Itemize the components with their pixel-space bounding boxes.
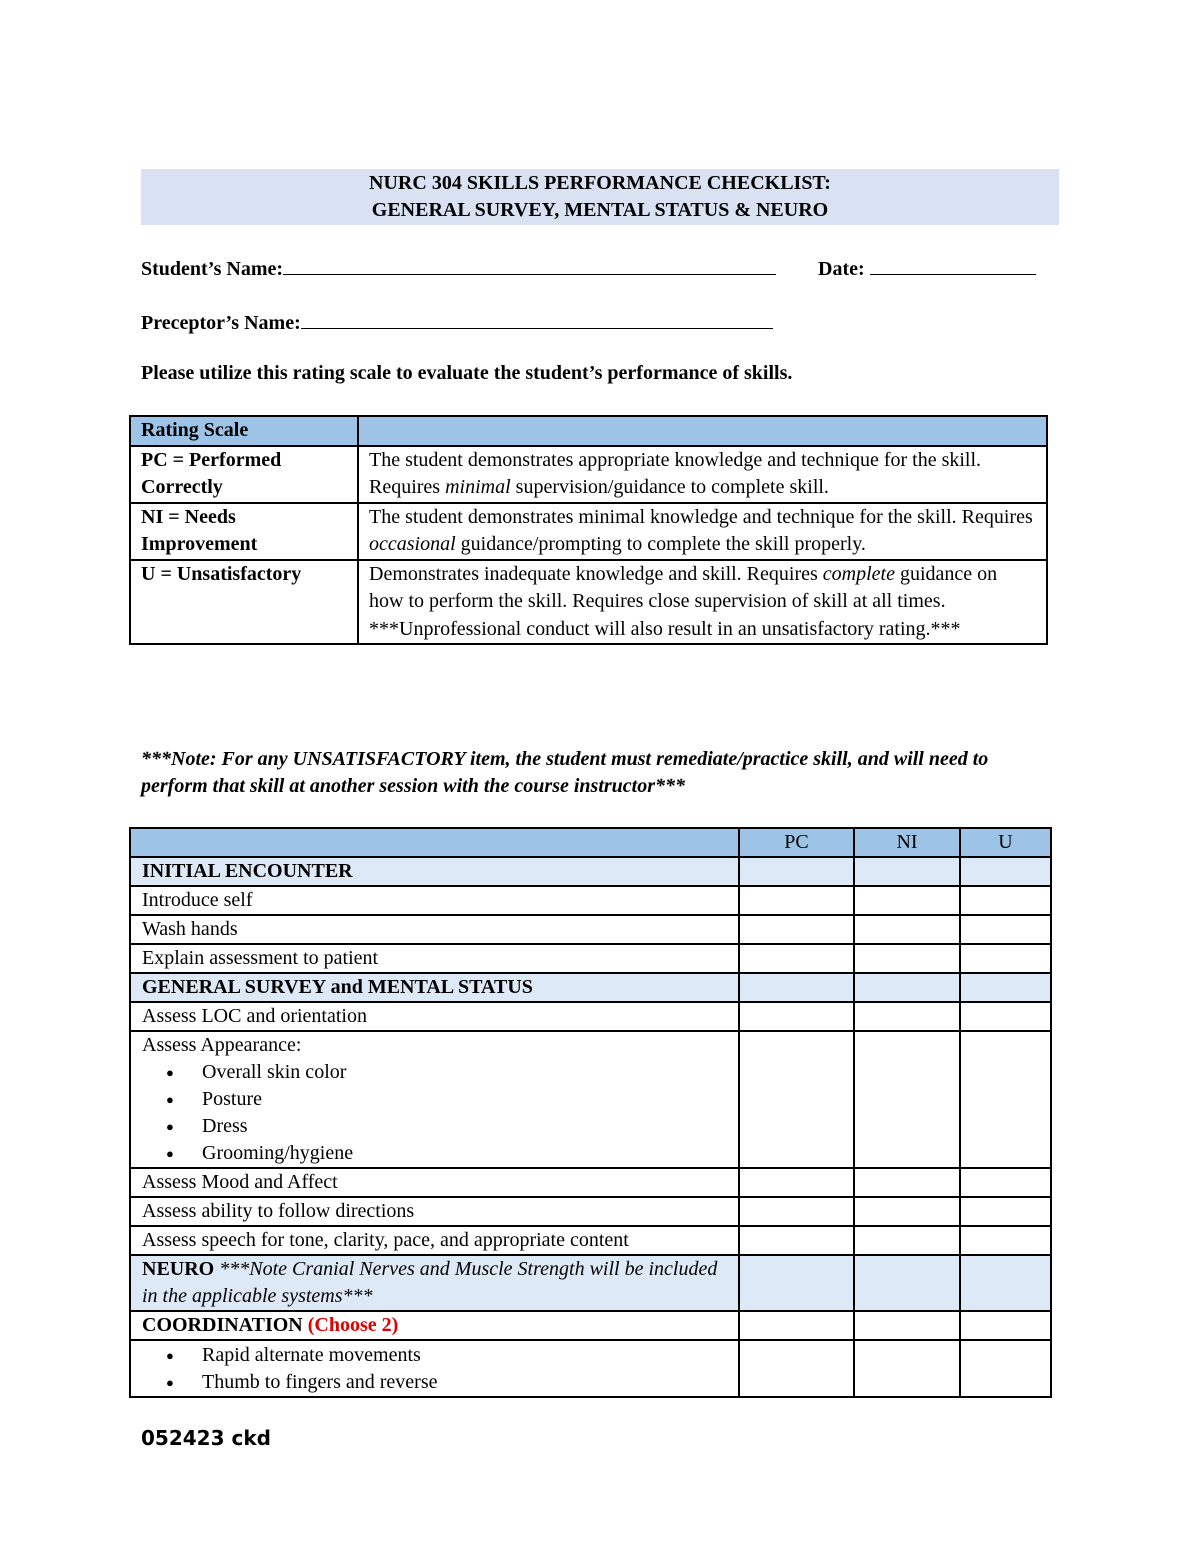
u-cell[interactable] [960, 1340, 1051, 1397]
date-blank[interactable] [870, 254, 1036, 275]
ni-cell[interactable] [854, 1031, 960, 1168]
rating-scale-header-row [130, 416, 1047, 446]
pc-cell[interactable] [739, 886, 854, 915]
rating-label-pc: PC = Performed Correctly [130, 446, 358, 503]
checklist-row [130, 1168, 1051, 1197]
checklist-row [130, 1226, 1051, 1255]
section-row-coordination [130, 1311, 1051, 1340]
rating-row-pc [130, 446, 1047, 503]
coordination-options [130, 1340, 739, 1397]
pc-cell[interactable] [739, 1197, 854, 1226]
unprofessional-conduct-note: ***Unprofessional conduct will also result in an unsatisfactory rating.*** [369, 617, 961, 640]
ni-cell[interactable] [854, 1168, 960, 1197]
rating-label-ni: NI = Needs Improvement [130, 503, 358, 560]
u-cell[interactable] [960, 944, 1051, 973]
u-cell [960, 1311, 1051, 1340]
rating-scale-header-blank [358, 416, 1047, 446]
section-heading-initial-encounter: INITIAL ENCOUNTER [130, 857, 739, 886]
u-cell[interactable] [960, 1197, 1051, 1226]
skill-assess-appearance [130, 1031, 739, 1168]
column-u: U [960, 828, 1051, 857]
pc-cell [739, 1311, 854, 1340]
title-line-1: NURC 304 SKILLS PERFORMANCE CHECKLIST: [369, 172, 831, 194]
pc-cell[interactable] [739, 1226, 854, 1255]
pc-cell [739, 857, 854, 886]
pc-cell[interactable] [739, 1002, 854, 1031]
list-item: ● Grooming/hygiene [202, 1140, 727, 1167]
unsatisfactory-note: ***Note: For any UNSATISFACTORY item, the student must remediate/practice skill, and will need to perform that skill at another session with the course instructor*** [141, 748, 989, 797]
checklist-row [130, 915, 1051, 944]
skill-wash-hands: Wash hands [130, 915, 739, 944]
pc-cell [739, 1255, 854, 1311]
coordination-list [142, 1342, 727, 1396]
section-row-neuro [130, 1255, 1051, 1311]
rating-desc-ni: The student demonstrates minimal knowledge and technique for the skill. Requires occasional guidance/prompting to complete the skill properly. [358, 503, 1047, 560]
rating-row-ni [130, 503, 1047, 560]
ni-cell[interactable] [854, 886, 960, 915]
student-name-label: Student’s Name [141, 258, 277, 280]
title-line-2: GENERAL SURVEY, MENTAL STATUS & NEURO [371, 199, 829, 221]
pc-cell[interactable] [739, 1031, 854, 1168]
ni-cell [854, 857, 960, 886]
ni-cell[interactable] [854, 1340, 960, 1397]
skill-assess-speech: Assess speech for tone, clarity, pace, and appropriate content [130, 1226, 739, 1255]
rating-desc-pc: The student demonstrates appropriate knowledge and technique for the skill. Requires minimal supervision/guidance to complete skill. [358, 446, 1047, 503]
u-cell [960, 1255, 1051, 1311]
student-name-field[interactable]: Student’s Name: [141, 254, 776, 281]
choose-2-note: (Choose 2) [307, 1314, 399, 1336]
skill-follow-directions: Assess ability to follow directions [130, 1197, 739, 1226]
date-label: Date: [818, 258, 865, 280]
section-heading-coordination: COORDINATION (Choose 2) [130, 1311, 739, 1340]
ni-cell[interactable] [854, 915, 960, 944]
appearance-label: Assess Appearance: [142, 1034, 302, 1056]
rating-desc-u: Demonstrates inadequate knowledge and skill. Requires complete guidance on how to perform the skill. Requires close supervision of skill at all times. ***Unprofessional conduct will also result in an unsatisfactory rating.*** [358, 560, 1047, 645]
pc-cell [739, 973, 854, 1002]
checklist-row [130, 886, 1051, 915]
date-field[interactable] [818, 254, 1036, 281]
pc-cell[interactable] [739, 944, 854, 973]
u-cell[interactable] [960, 1226, 1051, 1255]
footer-code: 052423 ckd [141, 1426, 271, 1450]
checklist-header-row [130, 828, 1051, 857]
checklist-row [130, 1002, 1051, 1031]
skill-assess-loc: Assess LOC and orientation [130, 1002, 739, 1031]
u-cell [960, 973, 1051, 1002]
rating-row-u [130, 560, 1047, 645]
pc-cell[interactable] [739, 1340, 854, 1397]
skill-assess-mood: Assess Mood and Affect [130, 1168, 739, 1197]
u-cell[interactable] [960, 1031, 1051, 1168]
skills-checklist-table [129, 827, 1052, 1398]
section-heading-general-survey: GENERAL SURVEY and MENTAL STATUS [130, 973, 739, 1002]
u-cell [960, 857, 1051, 886]
u-cell[interactable] [960, 915, 1051, 944]
preceptor-name-label: Preceptor’s Name [141, 312, 295, 334]
checklist-row [130, 944, 1051, 973]
list-item: ● Dress [202, 1113, 727, 1140]
preceptor-name-field[interactable]: Preceptor’s Name: [141, 308, 773, 335]
rating-scale-table [129, 415, 1048, 645]
checklist-row [130, 1031, 1051, 1168]
ni-cell[interactable] [854, 1002, 960, 1031]
checklist-row [130, 1340, 1051, 1397]
appearance-list [142, 1059, 727, 1167]
ni-cell[interactable] [854, 1197, 960, 1226]
pc-cell[interactable] [739, 915, 854, 944]
section-row-initial-encounter [130, 857, 1051, 886]
ni-cell [854, 1311, 960, 1340]
ni-cell [854, 973, 960, 1002]
student-name-blank[interactable] [283, 254, 776, 275]
list-item: ● Thumb to fingers and reverse [202, 1369, 727, 1396]
ni-cell[interactable] [854, 1226, 960, 1255]
section-heading-neuro: NEURO ***Note Cranial Nerves and Muscle Strength will be included in the applicable systems*** [130, 1255, 739, 1311]
section-row-general-survey [130, 973, 1051, 1002]
rating-label-u: U = Unsatisfactory [130, 560, 358, 645]
preceptor-name-blank[interactable] [301, 308, 773, 329]
skill-introduce-self: Introduce self [130, 886, 739, 915]
list-item: ● Posture [202, 1086, 727, 1113]
checklist-row [130, 1197, 1051, 1226]
list-item: ● Rapid alternate movements [202, 1342, 727, 1369]
ni-cell[interactable] [854, 944, 960, 973]
u-cell[interactable] [960, 886, 1051, 915]
u-cell[interactable] [960, 1168, 1051, 1197]
instruction-text: Please utilize this rating scale to evaluate the student’s performance of skills. [141, 362, 793, 384]
u-cell[interactable] [960, 1002, 1051, 1031]
ni-cell [854, 1255, 960, 1311]
title-banner [141, 169, 1059, 225]
skill-explain-assessment: Explain assessment to patient [130, 944, 739, 973]
list-item: ● Overall skin color [202, 1059, 727, 1086]
pc-cell[interactable] [739, 1168, 854, 1197]
column-pc: PC [739, 828, 854, 857]
column-ni: NI [854, 828, 960, 857]
checklist-header-blank [130, 828, 739, 857]
rating-scale-header: Rating Scale [130, 416, 358, 446]
